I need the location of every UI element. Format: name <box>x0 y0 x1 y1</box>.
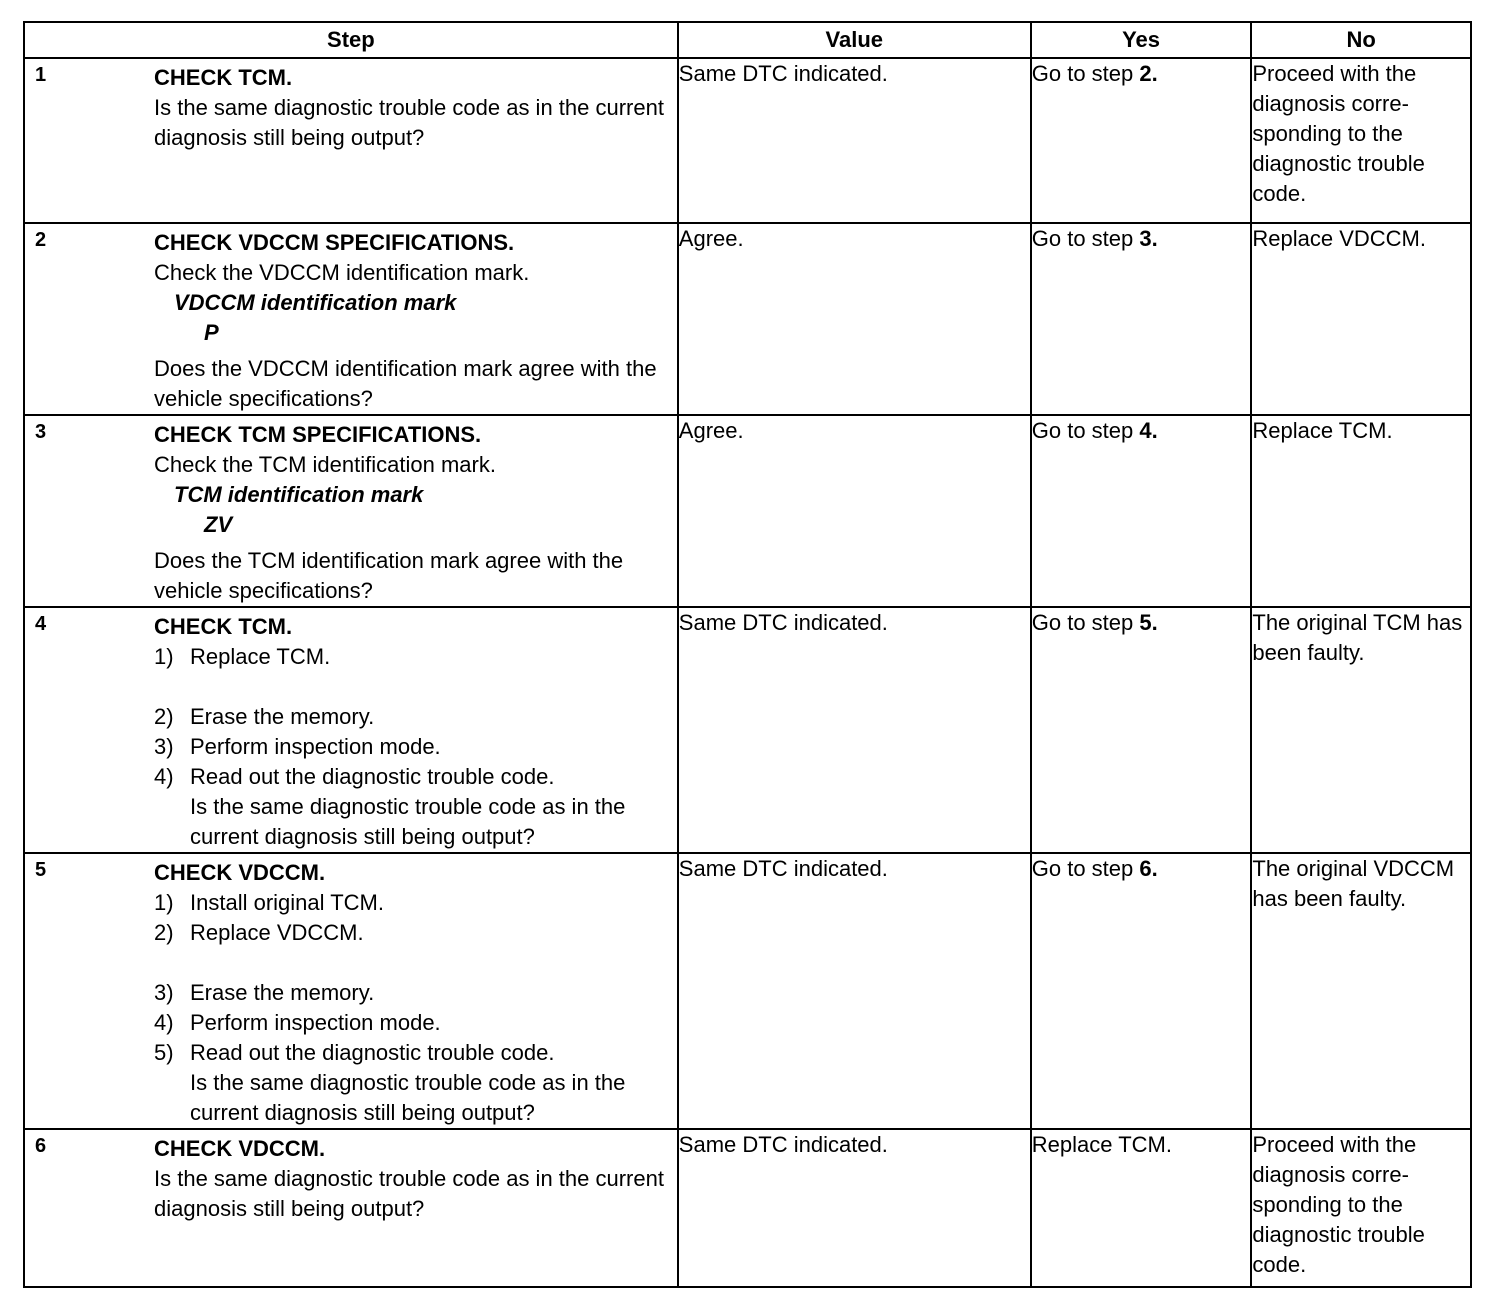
step-cell <box>24 853 678 1129</box>
substep <box>154 1008 669 1038</box>
step-question: Does the VDCCM identification mark agree with the vehicle specifications? <box>154 356 657 411</box>
substep-number: 1) <box>154 890 174 915</box>
yes-cell <box>1031 607 1252 853</box>
step-number: 6 <box>35 1135 47 1157</box>
step-number: 3 <box>35 421 47 443</box>
substep-text: Replace TCM. <box>190 644 331 669</box>
identification-value: P <box>204 320 219 345</box>
step-title: CHECK TCM. <box>154 614 293 639</box>
step-title: CHECK TCM. <box>154 65 293 90</box>
substep-number: 2) <box>154 704 174 729</box>
step-question: Is the same diagnostic trouble code as in the current diagnosis still being output? <box>154 95 664 150</box>
step-title: CHECK VDCCM SPECIFICATIONS. <box>154 230 515 255</box>
yes-text: Go to step <box>1031 418 1140 443</box>
step-title: CHECK TCM SPECIFICATIONS. <box>154 422 482 447</box>
value-cell: Same DTC indicated. <box>678 58 1031 223</box>
value-cell: Same DTC indicated. <box>678 1129 1031 1287</box>
table-row <box>24 607 1471 853</box>
identification-label: VDCCM identification mark <box>174 290 457 315</box>
substep-number: 4) <box>154 1010 174 1035</box>
no-cell: Proceed with the diagnosis corre-sponding to the diagnostic trouble code. <box>1251 1129 1471 1287</box>
substep <box>154 978 669 1008</box>
yes-cell <box>1031 415 1252 607</box>
substep-number: 2) <box>154 920 174 945</box>
yes-step-number: 2. <box>1139 61 1158 86</box>
substep-text: Replace VDCCM. <box>190 920 364 945</box>
identification-value: ZV <box>204 512 233 537</box>
step-number: 1 <box>35 64 47 86</box>
step-cell <box>24 415 678 607</box>
yes-step-number: 6. <box>1139 856 1158 881</box>
substep-number: 5) <box>154 1040 174 1065</box>
step-number: 4 <box>35 613 47 635</box>
substep-number: 1) <box>154 644 174 669</box>
step-cell <box>24 223 678 415</box>
step-question: Is the same diagnostic trouble code as in the current diagnosis still being output? <box>190 1070 626 1125</box>
yes-cell: Replace TCM. <box>1031 1129 1252 1287</box>
yes-cell <box>1031 58 1252 223</box>
substep-number: 4) <box>154 764 174 789</box>
header-value: Value <box>678 22 1031 58</box>
substep-number: 3) <box>154 734 174 759</box>
step-intro: Check the TCM identification mark. <box>154 452 496 477</box>
substep-text: Install original TCM. <box>190 890 384 915</box>
no-cell: The original VDCCM has been faulty. <box>1251 853 1471 1129</box>
substep <box>154 918 669 948</box>
substep-text: Erase the memory. <box>190 704 375 729</box>
header-no: No <box>1251 22 1471 58</box>
step-question: Is the same diagnostic trouble code as in the current diagnosis still being output? <box>190 794 626 849</box>
table-row <box>24 1129 1471 1287</box>
substep <box>154 1038 669 1068</box>
step-number: 5 <box>35 859 47 881</box>
no-cell: Proceed with the diagnosis corre-sponding to the diagnostic trouble code. <box>1251 58 1471 223</box>
substep-text: Erase the memory. <box>190 980 375 1005</box>
step-question: Is the same diagnostic trouble code as in the current diagnosis still being output? <box>154 1166 664 1221</box>
yes-step-number: 5. <box>1139 610 1158 635</box>
step-cell <box>24 58 678 223</box>
yes-text: Go to step <box>1031 61 1140 86</box>
header-row <box>24 22 1471 58</box>
substep <box>154 732 669 762</box>
value-cell: Same DTC indicated. <box>678 607 1031 853</box>
step-cell <box>24 607 678 853</box>
step-intro: Check the VDCCM identification mark. <box>154 260 530 285</box>
yes-step-number: 3. <box>1139 226 1158 251</box>
step-title: CHECK VDCCM. <box>154 1136 326 1161</box>
value-cell: Agree. <box>678 415 1031 607</box>
no-cell: Replace TCM. <box>1251 415 1471 607</box>
substep <box>154 762 669 792</box>
substep <box>154 642 669 672</box>
substep <box>154 702 669 732</box>
substep-text: Read out the diagnostic trouble code. <box>190 764 555 789</box>
step-cell <box>24 1129 678 1287</box>
no-cell: The original TCM has been faulty. <box>1251 607 1471 853</box>
table-row <box>24 415 1471 607</box>
no-cell: Replace VDCCM. <box>1251 223 1471 415</box>
substep-text: Perform inspection mode. <box>190 734 441 759</box>
substep-text: Perform inspection mode. <box>190 1010 441 1035</box>
value-cell: Same DTC indicated. <box>678 853 1031 1129</box>
table-row <box>24 223 1471 415</box>
yes-cell <box>1031 853 1252 1129</box>
substep <box>154 888 669 918</box>
yes-cell <box>1031 223 1252 415</box>
step-title: CHECK VDCCM. <box>154 860 326 885</box>
table-row <box>24 853 1471 1129</box>
identification-label: TCM identification mark <box>174 482 424 507</box>
header-yes: Yes <box>1031 22 1252 58</box>
value-cell: Agree. <box>678 223 1031 415</box>
diagnostic-table <box>23 21 1472 1288</box>
header-step: Step <box>24 22 678 58</box>
step-number: 2 <box>35 229 47 251</box>
step-question: Does the TCM identification mark agree with the vehicle specifications? <box>154 548 624 603</box>
table-row <box>24 58 1471 223</box>
yes-step-number: 4. <box>1139 418 1158 443</box>
yes-text: Go to step <box>1031 856 1140 881</box>
substep-number: 3) <box>154 980 174 1005</box>
yes-text: Go to step <box>1031 226 1140 251</box>
substep-text: Read out the diagnostic trouble code. <box>190 1040 555 1065</box>
yes-text: Go to step <box>1031 610 1140 635</box>
